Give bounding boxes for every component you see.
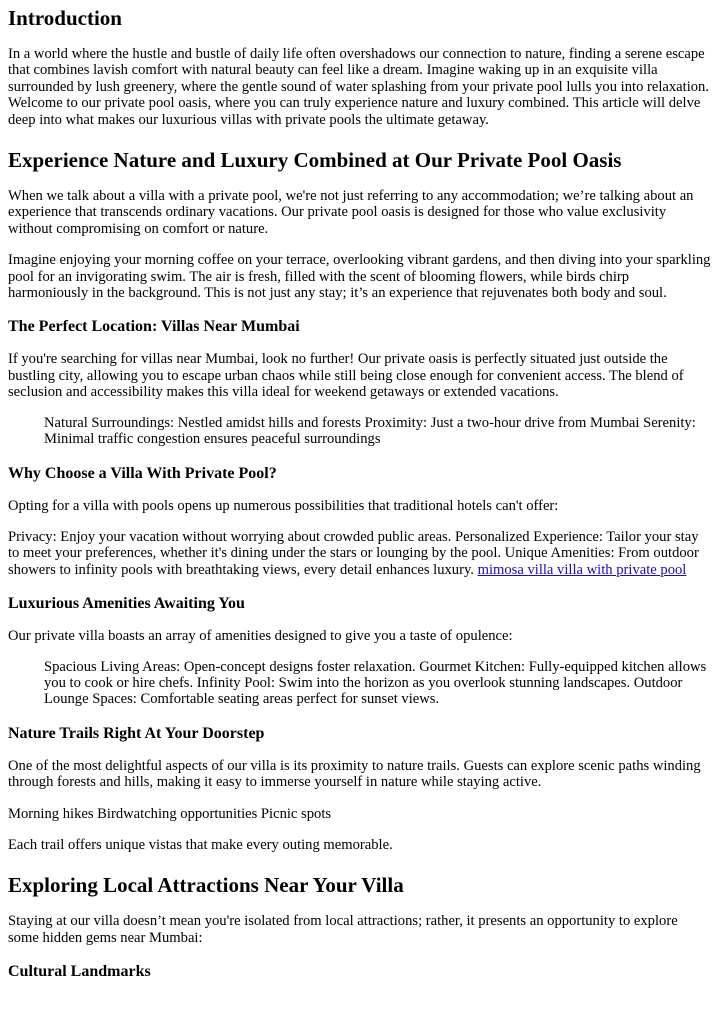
why-paragraph-2-text: Privacy: Enjoy your vacation without worrying about crowded public areas. Personalized Experience: Tailor your stay to meet your preferences, whether it's dining under the stars or lounging by the pool. Unique Amenities: From outdoor showers to infinity pools with breathtaking views, every detail enhances luxury.	[8, 528, 699, 578]
trails-paragraph-1: One of the most delightful aspects of our villa is its proximity to nature trails. Guests can explore scenic paths winding through forests and hills, making it easy to immerse yourself in nature while staying active.	[8, 757, 701, 791]
villa-private-pool-link[interactable]: mimosa villa villa with private pool	[477, 561, 687, 578]
amenities-heading: Luxurious Amenities Awaiting You	[8, 595, 245, 613]
location-heading: The Perfect Location: Villas Near Mumbai	[8, 318, 300, 336]
why-heading: Why Choose a Villa With Private Pool?	[8, 464, 277, 482]
article	[0, 6, 720, 982]
why-paragraph-2	[8, 529, 712, 578]
attractions-paragraph: Staying at our villa doesn’t mean you're isolated from local attractions; rather, it presents an opportunity to explore some hidden gems near Mumbai:	[8, 913, 678, 946]
location-quote: Natural Surroundings: Nestled amidst hills and forests Proximity: Just a two-hour drive from Mumbai Serenity: Minimal traffic congestion ensures peaceful surroundings	[44, 414, 696, 448]
location-paragraph: If you're searching for villas near Mumbai, look no further! Our private oasis is perfectly situated just outside the bustling city, allowing you to escape urban chaos while still being close enough for convenient access. The blend of seclusion and accessibility makes this villa ideal for weekend getaways or extended vacations.	[8, 351, 684, 401]
experience-paragraph-1: When we talk about a villa with a private pool, we're not just referring to any accommodation; we’re talking about an experience that transcends ordinary vacations. Our private pool oasis is designed for those who value exclusivity without compromising on comfort or nature.	[8, 188, 694, 237]
attractions-heading: Exploring Local Attractions Near Your Villa	[8, 873, 404, 898]
experience-paragraph-2: Imagine enjoying your morning coffee on your terrace, overlooking vibrant gardens, and then diving into your sparkling pool for an invigorating swim. The air is fresh, filled with the scent of blooming flowers, while birds chirp harmoniously in the background. This is not just any stay; it’s an experience that rejuvenates both body and soul.	[8, 252, 711, 302]
amenities-quote: Spacious Living Areas: Open-concept designs foster relaxation. Gourmet Kitchen: Fully-equipped kitchen allows you to cook or hire chefs. Infinity Pool: Swim into the horizon as you overlook stunning landscapes. Outdoor Lounge Spaces: Comfortable seating areas perfect for sunset views.	[44, 658, 707, 708]
amenities-paragraph: Our private villa boasts an array of amenities designed to give you a taste of opulence:	[8, 628, 513, 645]
trails-paragraph-3: Each trail offers unique vistas that make every outing memorable.	[8, 836, 393, 853]
intro-heading: Introduction	[8, 6, 122, 30]
intro-paragraph: In a world where the hustle and bustle of daily life often overshadows our connection to nature, finding a serene escape that combines lavish comfort with natural beauty can feel like a dream. Imagine waking up in an exquisite villa surrounded by lush greenery, where the gentle sound of water splashing from your private pool lulls you into relaxation. Welcome to our private pool oasis, where you can truly experience nature and luxury combined. This article will delve deep into what makes our luxurious villas with private pools the ultimate getaway.	[8, 46, 710, 128]
why-paragraph-1: Opting for a villa with pools opens up numerous possibilities that traditional hotels can't offer:	[8, 497, 559, 514]
trails-heading: Nature Trails Right At Your Doorstep	[8, 724, 265, 742]
experience-heading: Experience Nature and Luxury Combined at Our Private Pool Oasis	[8, 148, 622, 173]
cultural-heading: Cultural Landmarks	[8, 963, 151, 981]
trails-paragraph-2: Morning hikes Birdwatching opportunities Picnic spots	[8, 805, 332, 822]
